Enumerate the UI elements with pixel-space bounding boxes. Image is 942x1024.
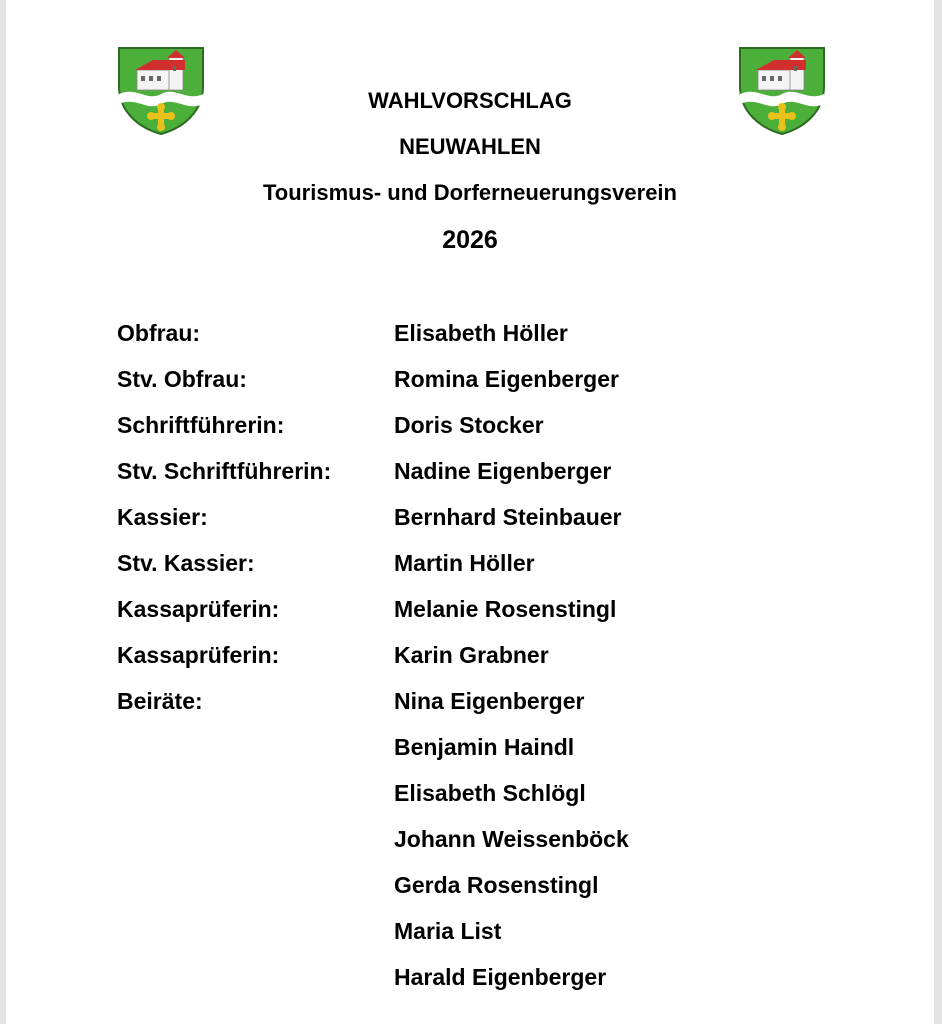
candidate-name: Martin Höller	[394, 550, 535, 576]
document-subtitle: NEUWAHLEN	[399, 134, 541, 159]
candidate-name: Doris Stocker	[394, 412, 544, 438]
list-item	[117, 458, 837, 504]
role-label: Kassaprüferin:	[117, 596, 280, 622]
role-label: Stv. Schriftführerin:	[117, 458, 332, 484]
candidate-name: Nina Eigenberger	[394, 688, 585, 714]
candidate-name: Karin Grabner	[394, 642, 549, 668]
list-item	[117, 504, 837, 550]
role-label: Obfrau:	[117, 320, 201, 346]
list-item	[117, 412, 837, 458]
list-item	[117, 688, 837, 734]
list-item	[117, 734, 837, 780]
role-label: Stv. Obfrau:	[117, 366, 247, 392]
document-page	[6, 0, 934, 1024]
candidate-name: Benjamin Haindl	[394, 734, 575, 760]
document-title: WAHLVORSCHLAG	[368, 88, 572, 113]
candidate-name: Elisabeth Schlögl	[394, 780, 586, 806]
role-label: Kassier:	[117, 504, 208, 530]
list-item	[117, 320, 837, 366]
list-item	[117, 918, 837, 964]
list-item	[117, 550, 837, 596]
candidate-list	[117, 320, 837, 1010]
list-item	[117, 780, 837, 826]
candidate-name: Elisabeth Höller	[394, 320, 568, 346]
list-item	[117, 596, 837, 642]
list-item	[117, 642, 837, 688]
candidate-name: Melanie Rosenstingl	[394, 596, 617, 622]
election-year: 2026	[442, 226, 498, 254]
role-label: Schriftführerin:	[117, 412, 285, 438]
candidate-name: Harald Eigenberger	[394, 964, 607, 990]
candidate-name: Gerda Rosenstingl	[394, 872, 599, 898]
candidate-name: Johann Weissenböck	[394, 826, 629, 852]
list-item	[117, 872, 837, 918]
role-label: Stv. Kassier:	[117, 550, 255, 576]
candidate-name: Nadine Eigenberger	[394, 458, 612, 484]
list-item	[117, 964, 837, 1010]
list-item	[117, 826, 837, 872]
list-item	[117, 366, 837, 412]
role-label: Beiräte:	[117, 688, 203, 714]
candidate-name: Maria List	[394, 918, 502, 944]
organization-name: Tourismus- und Dorferneuerungsverein	[263, 180, 677, 205]
role-label: Kassaprüferin:	[117, 642, 280, 668]
candidate-name: Romina Eigenberger	[394, 366, 619, 392]
candidate-name: Bernhard Steinbauer	[394, 504, 622, 530]
